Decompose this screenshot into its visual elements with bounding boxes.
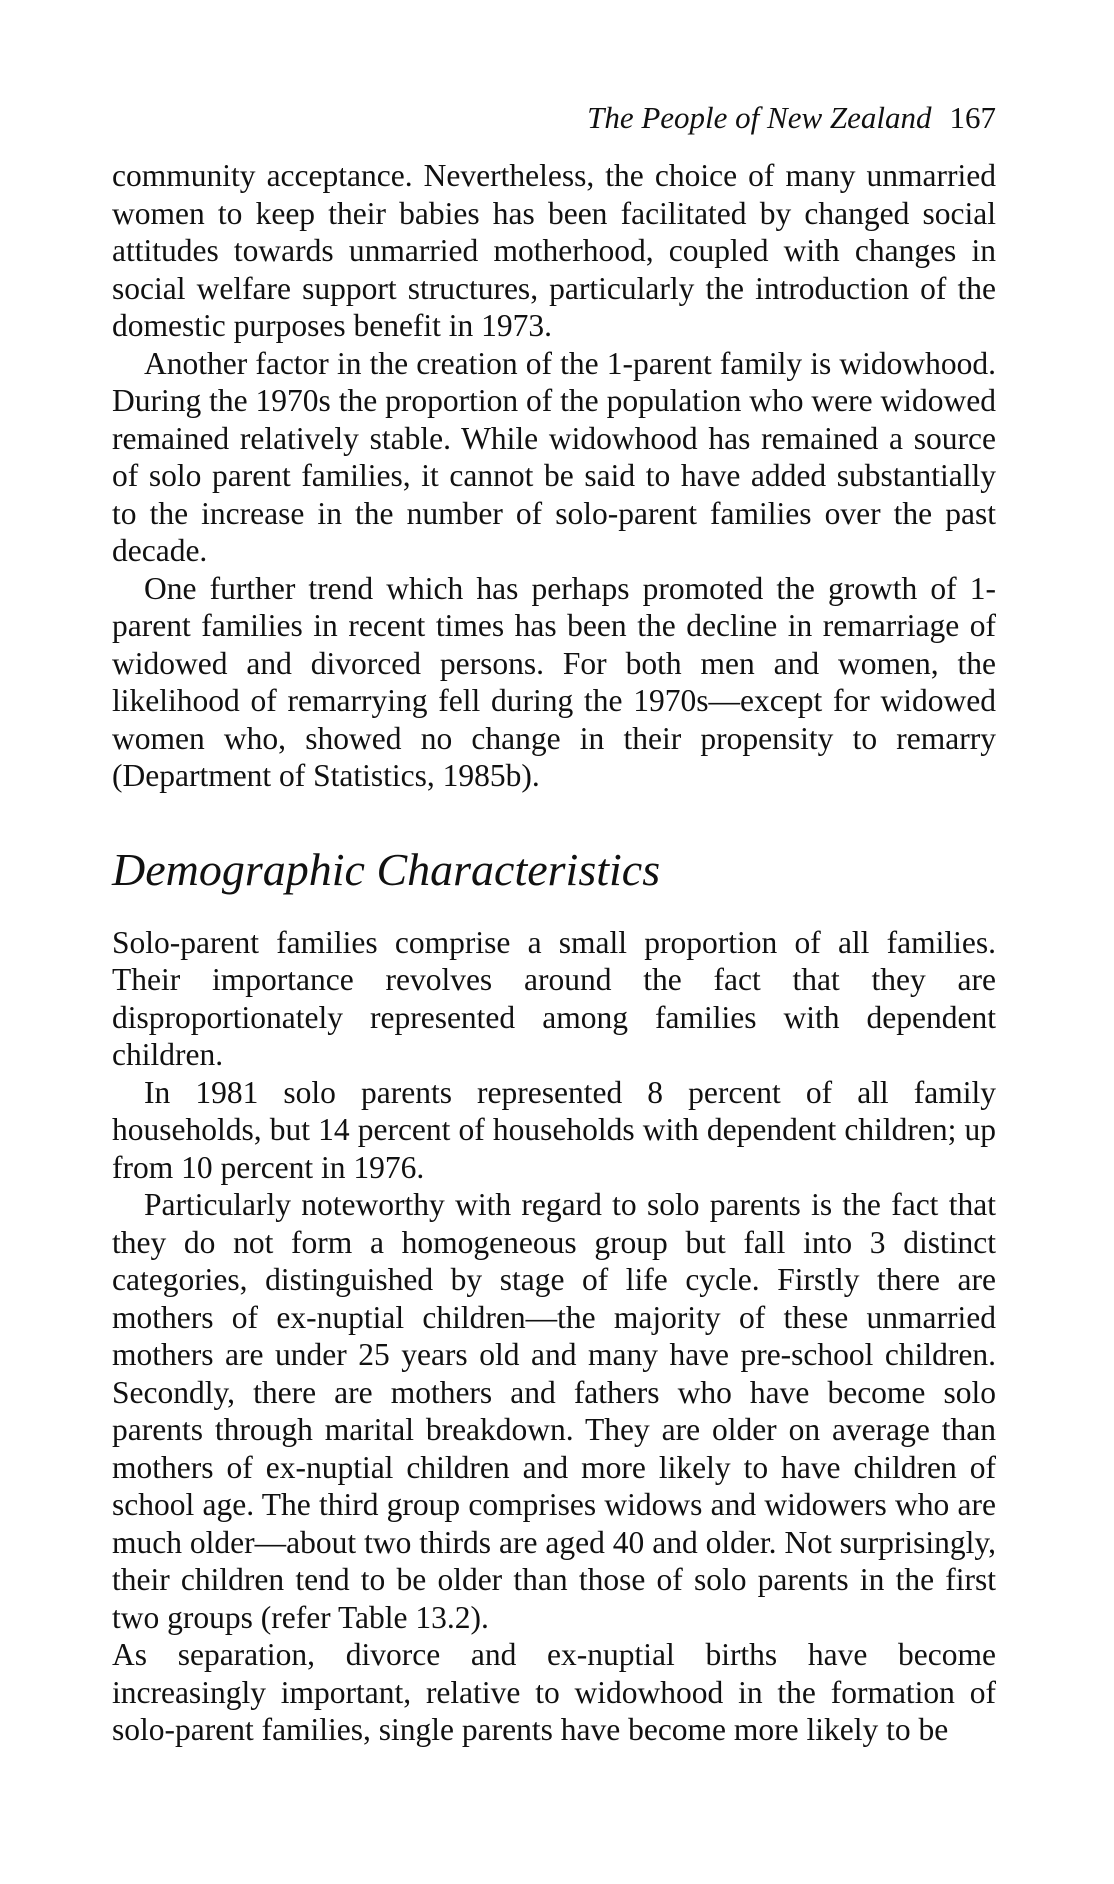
paragraph-separation-divorce: As separation, divorce and ex-nuptial births have become increasingly important, relative to widowhood in the formation of solo-parent families, single parents have become more likely to be — [112, 1637, 996, 1747]
running-head-title: The People of New Zealand — [587, 100, 932, 135]
paragraph-continued: community acceptance. Nevertheless, the choice of many unmarried women to keep their babies has been facilitated by changed social attitudes towards unmarried motherhood, coupled with changes in social welfare support structures, particularly the introduction of the domestic purposes benefit in 1973. — [112, 158, 996, 343]
section-heading: Demographic Characteristics — [112, 843, 661, 895]
page-number: 167 — [949, 100, 996, 135]
paragraph-1981-statistics: In 1981 solo parents represented 8 percent of all family households, but 14 percent of households with dependent children; up from 10 percent in 1976. — [112, 1074, 996, 1185]
running-head — [587, 98, 996, 138]
paragraph-widowhood: Another factor in the creation of the 1-parent family is widowhood. During the 1970s the proportion of the population who were widowed remained relatively stable. While widowhood has remained a source of solo parent families, it cannot be said to have added substantially to the increase in the number of solo-parent families over the past decade. — [112, 345, 996, 568]
paragraph-remarriage: One further trend which has perhaps promoted the growth of 1-parent families in recent times has been the decline in remarriage of widowed and divorced persons. For both men and women, the likelihood of remarrying fell during the 1970s—except for widowed women who, showed no change in their propensity to remarry (Department of Statistics, 1985b). — [112, 570, 996, 793]
body-text — [112, 157, 996, 1749]
paragraph-solo-parent-proportion: Solo-parent families comprise a small proportion of all families. Their importance revolves around the fact that they are disproportionately represented among families with dependent children. — [112, 924, 996, 1072]
paragraph-life-cycle-categories: Particularly noteworthy with regard to solo parents is the fact that they do not form a homogeneous group but fall into 3 distinct categories, distinguished by stage of life cycle. Firstly there are mothers of ex-nuptial children—the majority of these unmarried mothers are under 25 years old and many have pre-school children. Secondly, there are mothers and fathers who have become solo parents through marital breakdown. They are older on average than mothers of ex-nuptial children and more likely to have children of school age. The third group comprises widows and widowers who are much older—about two thirds are aged 40 and older. Not surprisingly, their children tend to be older than those of solo parents in the first two groups (refer Table 13.2). — [112, 1187, 996, 1635]
